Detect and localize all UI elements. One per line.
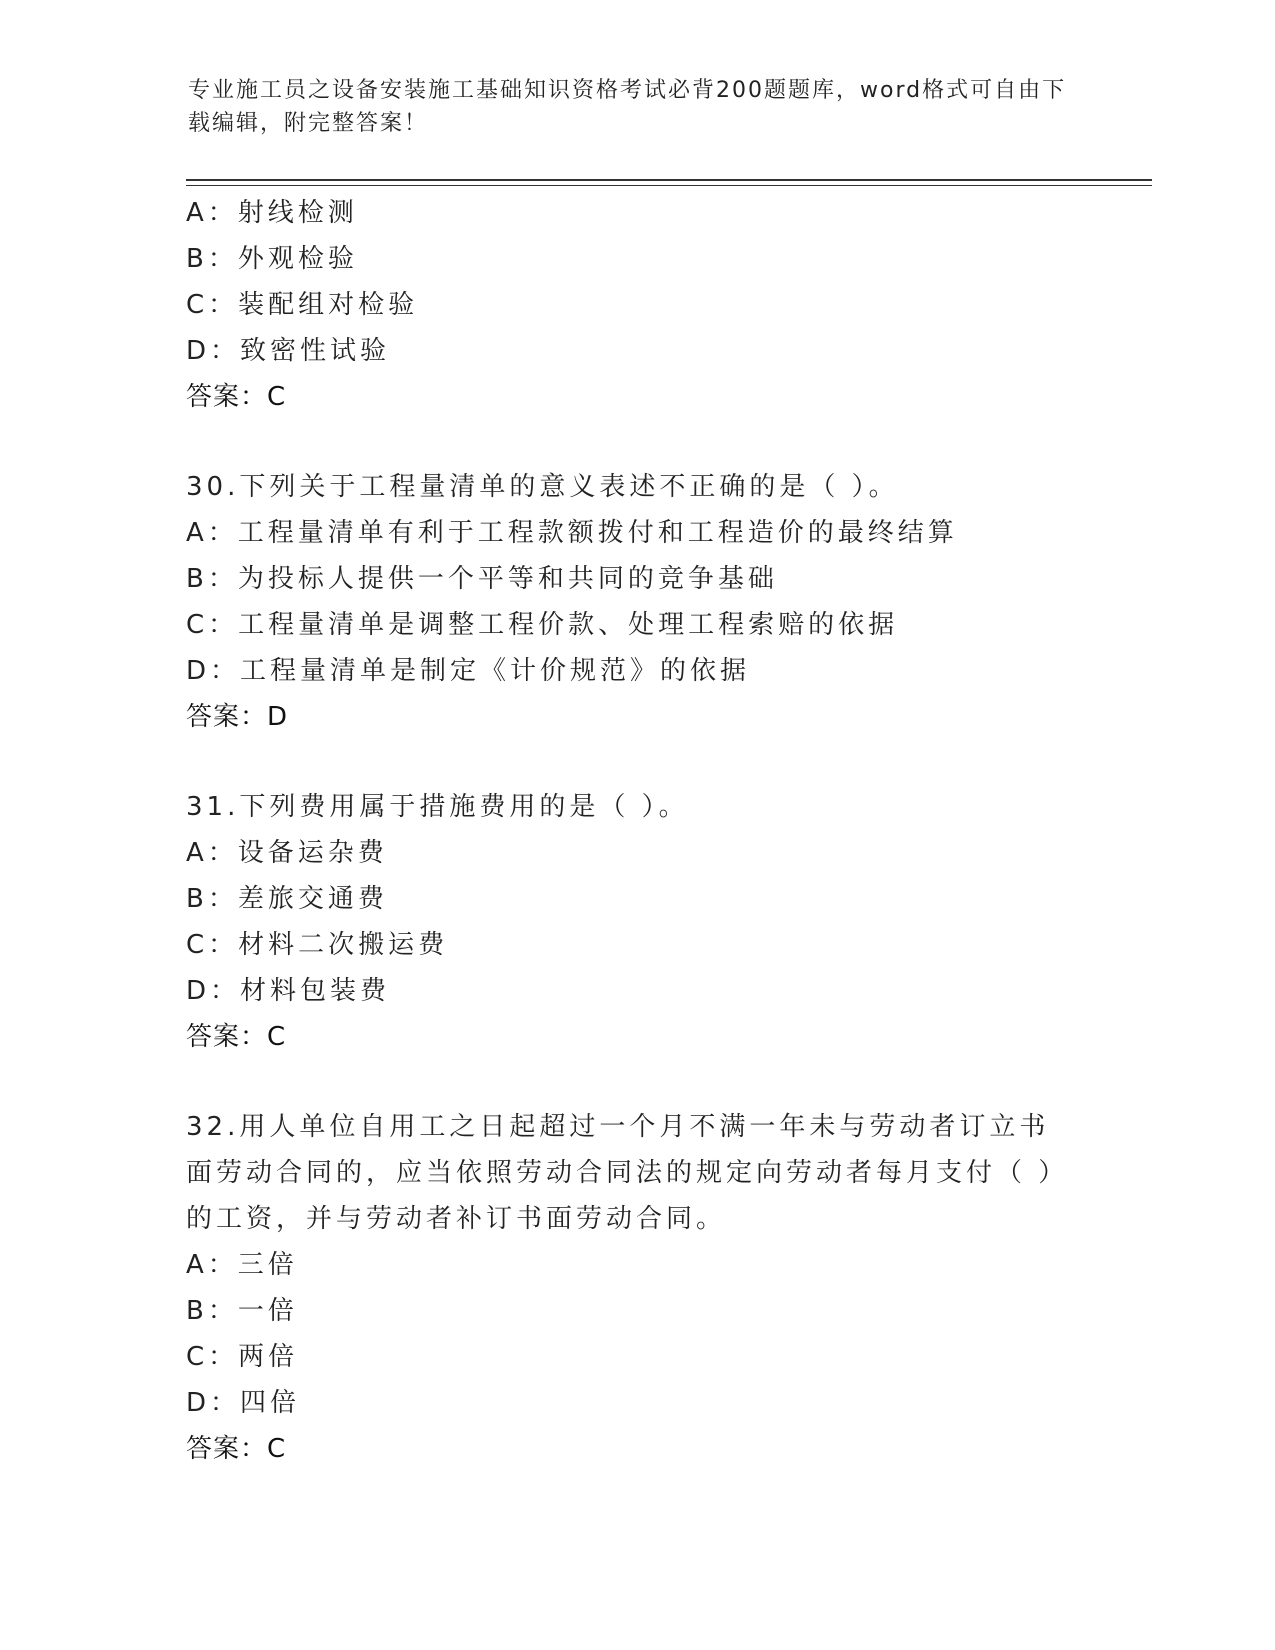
option-d: D：致密性试验 xyxy=(186,336,391,366)
question-text: 30.下列关于工程量清单的意义表述不正确的是（ ）。 xyxy=(186,472,899,502)
option-b: B：外观检验 xyxy=(186,244,358,274)
header-divider-thin xyxy=(186,185,1152,186)
question-list xyxy=(186,190,1086,1472)
question-block-32 xyxy=(186,1104,1086,1472)
option-c: C：装配组对检验 xyxy=(186,290,419,320)
document-header: 专业施工员之设备安装施工基础知识资格考试必背200题题库，word格式可自由下载编辑，附完整答案！ xyxy=(188,78,1067,136)
question-text: 31.下列费用属于措施费用的是（ ）。 xyxy=(186,792,689,822)
option-a: A：三倍 xyxy=(186,1250,298,1280)
option-b: B：一倍 xyxy=(186,1296,298,1326)
answer: 答案：D xyxy=(186,702,289,732)
option-c: C：两倍 xyxy=(186,1342,299,1372)
option-a: A：射线检测 xyxy=(186,198,358,228)
option-a: A：设备运杂费 xyxy=(186,838,388,868)
question-block-29 xyxy=(186,190,1086,420)
option-b: B：差旅交通费 xyxy=(186,884,388,914)
option-d: D：四倍 xyxy=(186,1388,301,1418)
answer: 答案：C xyxy=(186,382,287,412)
option-b: B：为投标人提供一个平等和共同的竞争基础 xyxy=(186,564,778,594)
question-block-30 xyxy=(186,464,1086,740)
option-d: D：材料包装费 xyxy=(186,976,391,1006)
option-d: D：工程量清单是制定《计价规范》的依据 xyxy=(186,656,751,686)
answer: 答案：C xyxy=(186,1022,287,1052)
option-c: C：材料二次搬运费 xyxy=(186,930,449,960)
question-block-31 xyxy=(186,784,1086,1060)
option-c: C：工程量清单是调整工程价款、处理工程索赔的依据 xyxy=(186,610,899,640)
option-a: A：工程量清单有利于工程款额拨付和工程造价的最终结算 xyxy=(186,518,958,548)
answer: 答案：C xyxy=(186,1434,287,1464)
question-text: 32.用人单位自用工之日起超过一个月不满一年未与劳动者订立书面劳动合同的，应当依照劳动合同法的规定向劳动者每月支付（ ）的工资，并与劳动者补订书面劳动合同。 xyxy=(186,1112,1056,1234)
header-divider-thick xyxy=(186,179,1152,181)
